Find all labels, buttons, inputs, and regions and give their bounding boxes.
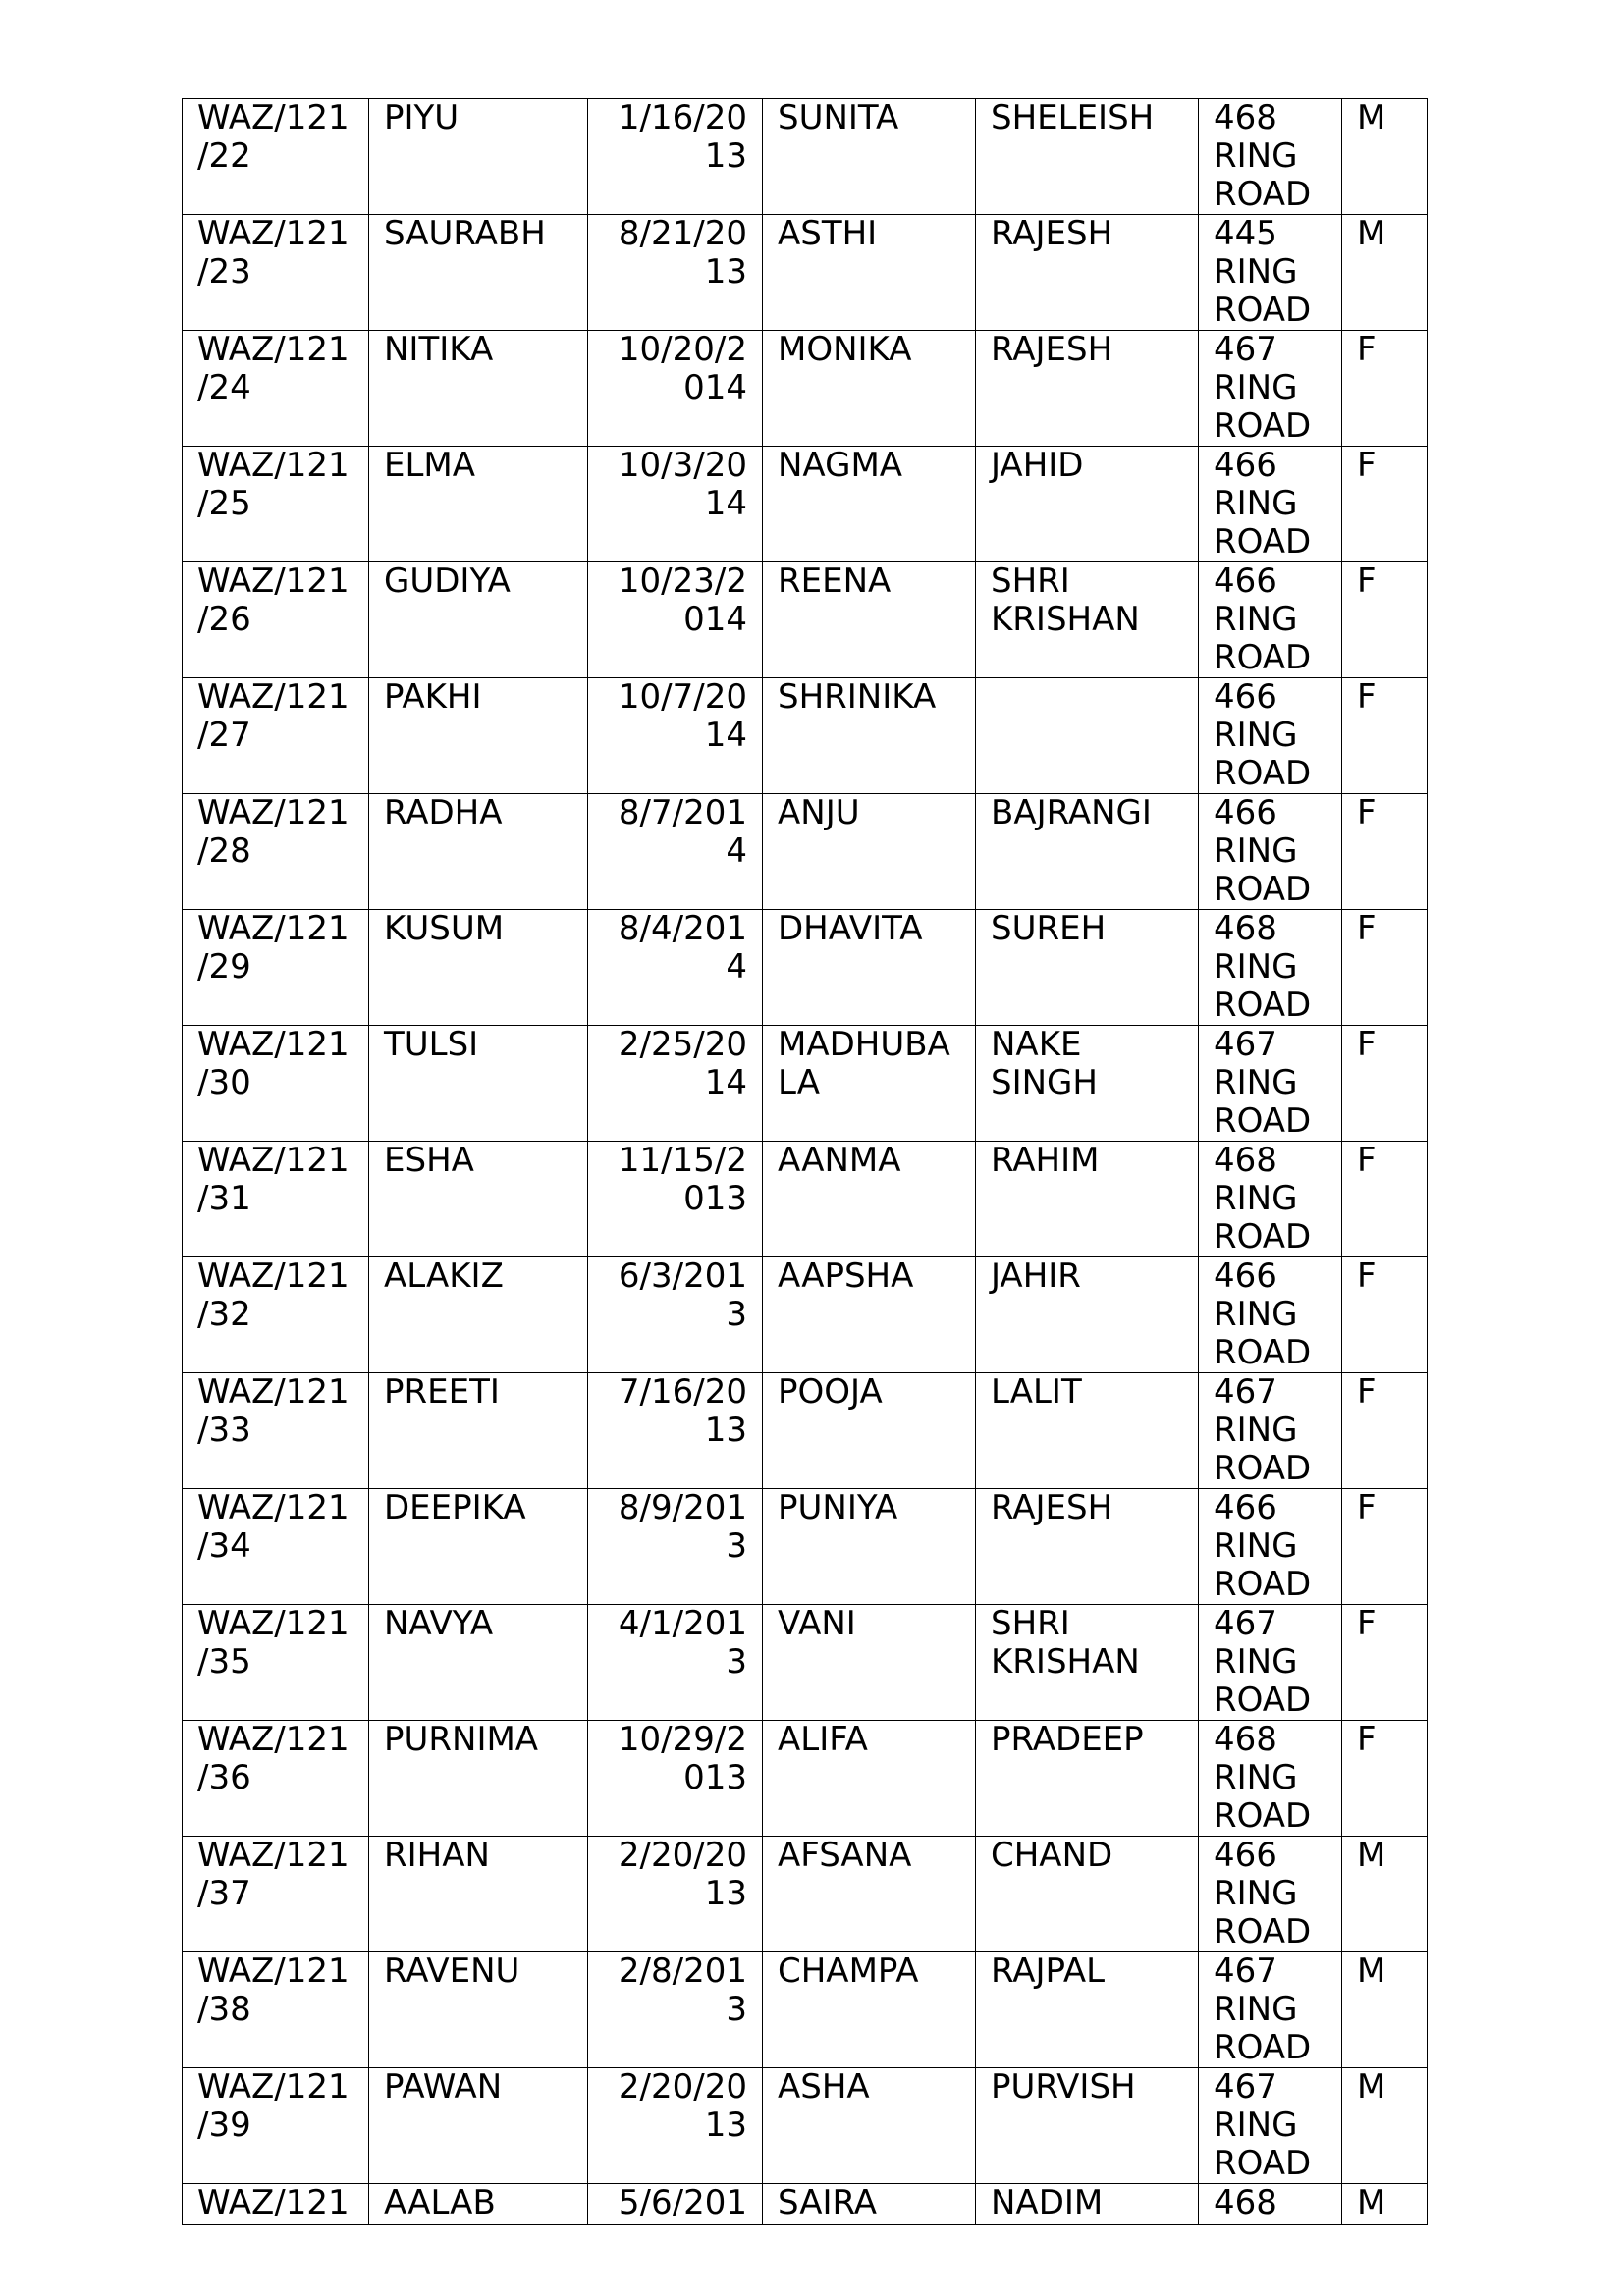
mother-name-cell: MADHUBA LA [763, 1026, 976, 1142]
date-of-birth-cell: 10/23/2 014 [588, 562, 763, 678]
admission-number-cell: WAZ/121 [183, 2184, 369, 2225]
mother-name-cell: ALIFA [763, 1721, 976, 1837]
mother-name-cell: MONIKA [763, 331, 976, 447]
table-row [183, 1257, 1428, 1373]
table-row [183, 99, 1428, 215]
date-of-birth-cell: 4/1/201 3 [588, 1605, 763, 1721]
date-of-birth-cell: 6/3/201 3 [588, 1257, 763, 1373]
student-name-cell: SAURABH [369, 215, 588, 331]
admission-number-cell: WAZ/121 /28 [183, 794, 369, 910]
father-name-cell: LALIT [976, 1373, 1199, 1489]
date-of-birth-cell: 2/20/20 13 [588, 2068, 763, 2184]
address-cell: 468 RING ROAD [1199, 99, 1342, 215]
address-cell: 466 RING ROAD [1199, 447, 1342, 562]
sex-cell: F [1342, 1257, 1428, 1373]
date-of-birth-cell: 10/29/2 013 [588, 1721, 763, 1837]
table-row [183, 2184, 1428, 2225]
admission-number-cell: WAZ/121 /23 [183, 215, 369, 331]
mother-name-cell: PUNIYA [763, 1489, 976, 1605]
sex-cell: F [1342, 1489, 1428, 1605]
student-name-cell: RIHAN [369, 1837, 588, 1952]
date-of-birth-cell: 2/20/20 13 [588, 1837, 763, 1952]
mother-name-cell: AAPSHA [763, 1257, 976, 1373]
date-of-birth-cell: 10/7/20 14 [588, 678, 763, 794]
student-name-cell: RADHA [369, 794, 588, 910]
student-name-cell: NAVYA [369, 1605, 588, 1721]
address-cell: 467 RING ROAD [1199, 1952, 1342, 2068]
address-cell: 445 RING ROAD [1199, 215, 1342, 331]
sex-cell: M [1342, 1952, 1428, 2068]
date-of-birth-cell: 10/3/20 14 [588, 447, 763, 562]
date-of-birth-cell: 8/21/20 13 [588, 215, 763, 331]
address-cell: 468 RING ROAD [1199, 1142, 1342, 1257]
mother-name-cell: SUNITA [763, 99, 976, 215]
sex-cell: M [1342, 1837, 1428, 1952]
sex-cell: F [1342, 1142, 1428, 1257]
address-cell: 467 RING ROAD [1199, 2068, 1342, 2184]
address-cell: 466 RING ROAD [1199, 794, 1342, 910]
father-name-cell: RAJESH [976, 1489, 1199, 1605]
admission-number-cell: WAZ/121 /35 [183, 1605, 369, 1721]
sex-cell: F [1342, 1721, 1428, 1837]
admission-number-cell: WAZ/121 /33 [183, 1373, 369, 1489]
father-name-cell: RAJESH [976, 331, 1199, 447]
father-name-cell: PURVISH [976, 2068, 1199, 2184]
student-name-cell: PAWAN [369, 2068, 588, 2184]
table-row [183, 1026, 1428, 1142]
father-name-cell: RAJESH [976, 215, 1199, 331]
student-name-cell: TULSI [369, 1026, 588, 1142]
admission-number-cell: WAZ/121 /29 [183, 910, 369, 1026]
admission-number-cell: WAZ/121 /38 [183, 1952, 369, 2068]
mother-name-cell: AANMA [763, 1142, 976, 1257]
table-row [183, 1373, 1428, 1489]
father-name-cell: SHRI KRISHAN [976, 1605, 1199, 1721]
student-name-cell: RAVENU [369, 1952, 588, 2068]
table-row [183, 1837, 1428, 1952]
date-of-birth-cell: 2/8/201 3 [588, 1952, 763, 2068]
sex-cell: F [1342, 678, 1428, 794]
address-cell: 468 RING ROAD [1199, 1721, 1342, 1837]
student-name-cell: PREETI [369, 1373, 588, 1489]
father-name-cell: CHAND [976, 1837, 1199, 1952]
table-row [183, 447, 1428, 562]
father-name-cell [976, 678, 1199, 794]
date-of-birth-cell: 1/16/20 13 [588, 99, 763, 215]
address-cell: 467 RING ROAD [1199, 1026, 1342, 1142]
admission-number-cell: WAZ/121 /30 [183, 1026, 369, 1142]
mother-name-cell: SHRINIKA [763, 678, 976, 794]
table-row [183, 331, 1428, 447]
table-row [183, 215, 1428, 331]
table-row [183, 1142, 1428, 1257]
admission-number-cell: WAZ/121 /27 [183, 678, 369, 794]
address-cell: 466 RING ROAD [1199, 678, 1342, 794]
date-of-birth-cell: 2/25/20 14 [588, 1026, 763, 1142]
admission-number-cell: WAZ/121 /39 [183, 2068, 369, 2184]
date-of-birth-cell: 8/7/201 4 [588, 794, 763, 910]
father-name-cell: BAJRANGI [976, 794, 1199, 910]
sex-cell: F [1342, 562, 1428, 678]
table-row [183, 1489, 1428, 1605]
admission-number-cell: WAZ/121 /25 [183, 447, 369, 562]
sex-cell: M [1342, 2068, 1428, 2184]
mother-name-cell: NAGMA [763, 447, 976, 562]
mother-name-cell: ASTHI [763, 215, 976, 331]
mother-name-cell: REENA [763, 562, 976, 678]
mother-name-cell: CHAMPA [763, 1952, 976, 2068]
mother-name-cell: AFSANA [763, 1837, 976, 1952]
father-name-cell: JAHID [976, 447, 1199, 562]
sex-cell: M [1342, 99, 1428, 215]
sex-cell: F [1342, 1605, 1428, 1721]
sex-cell: F [1342, 331, 1428, 447]
student-name-cell: DEEPIKA [369, 1489, 588, 1605]
sex-cell: F [1342, 447, 1428, 562]
admission-number-cell: WAZ/121 /36 [183, 1721, 369, 1837]
mother-name-cell: POOJA [763, 1373, 976, 1489]
student-name-cell: PIYU [369, 99, 588, 215]
student-name-cell: KUSUM [369, 910, 588, 1026]
sex-cell: F [1342, 1373, 1428, 1489]
student-name-cell: PURNIMA [369, 1721, 588, 1837]
father-name-cell: SHRI KRISHAN [976, 562, 1199, 678]
student-name-cell: ALAKIZ [369, 1257, 588, 1373]
admission-number-cell: WAZ/121 /34 [183, 1489, 369, 1605]
father-name-cell: RAJPAL [976, 1952, 1199, 2068]
father-name-cell: NADIM [976, 2184, 1199, 2225]
mother-name-cell: ANJU [763, 794, 976, 910]
student-name-cell: PAKHI [369, 678, 588, 794]
address-cell: 468 RING ROAD [1199, 910, 1342, 1026]
father-name-cell: NAKE SINGH [976, 1026, 1199, 1142]
address-cell: 466 RING ROAD [1199, 1257, 1342, 1373]
address-cell: 466 RING ROAD [1199, 562, 1342, 678]
student-name-cell: ELMA [369, 447, 588, 562]
sex-cell: F [1342, 794, 1428, 910]
father-name-cell: SHELEISH [976, 99, 1199, 215]
mother-name-cell: DHAVITA [763, 910, 976, 1026]
sex-cell: M [1342, 2184, 1428, 2225]
table-row [183, 794, 1428, 910]
father-name-cell: SUREH [976, 910, 1199, 1026]
table-row [183, 562, 1428, 678]
table-row [183, 2068, 1428, 2184]
address-cell: 468 [1199, 2184, 1342, 2225]
date-of-birth-cell: 10/20/2 014 [588, 331, 763, 447]
address-cell: 466 RING ROAD [1199, 1837, 1342, 1952]
table-row [183, 910, 1428, 1026]
mother-name-cell: ASHA [763, 2068, 976, 2184]
father-name-cell: JAHIR [976, 1257, 1199, 1373]
student-register-table [182, 98, 1428, 2225]
student-name-cell: NITIKA [369, 331, 588, 447]
register-table-body [183, 99, 1428, 2225]
date-of-birth-cell: 5/6/201 [588, 2184, 763, 2225]
address-cell: 467 RING ROAD [1199, 1373, 1342, 1489]
date-of-birth-cell: 11/15/2 013 [588, 1142, 763, 1257]
address-cell: 466 RING ROAD [1199, 1489, 1342, 1605]
admission-number-cell: WAZ/121 /31 [183, 1142, 369, 1257]
father-name-cell: RAHIM [976, 1142, 1199, 1257]
date-of-birth-cell: 8/9/201 3 [588, 1489, 763, 1605]
sex-cell: F [1342, 1026, 1428, 1142]
address-cell: 467 RING ROAD [1199, 1605, 1342, 1721]
student-name-cell: AALAB [369, 2184, 588, 2225]
student-name-cell: GUDIYA [369, 562, 588, 678]
mother-name-cell: SAIRA [763, 2184, 976, 2225]
admission-number-cell: WAZ/121 /22 [183, 99, 369, 215]
address-cell: 467 RING ROAD [1199, 331, 1342, 447]
admission-number-cell: WAZ/121 /24 [183, 331, 369, 447]
table-row [183, 678, 1428, 794]
mother-name-cell: VANI [763, 1605, 976, 1721]
table-row [183, 1605, 1428, 1721]
admission-number-cell: WAZ/121 /37 [183, 1837, 369, 1952]
admission-number-cell: WAZ/121 /32 [183, 1257, 369, 1373]
date-of-birth-cell: 7/16/20 13 [588, 1373, 763, 1489]
father-name-cell: PRADEEP [976, 1721, 1199, 1837]
sex-cell: F [1342, 910, 1428, 1026]
admission-number-cell: WAZ/121 /26 [183, 562, 369, 678]
table-row [183, 1721, 1428, 1837]
sex-cell: M [1342, 215, 1428, 331]
student-name-cell: ESHA [369, 1142, 588, 1257]
date-of-birth-cell: 8/4/201 4 [588, 910, 763, 1026]
table-row [183, 1952, 1428, 2068]
